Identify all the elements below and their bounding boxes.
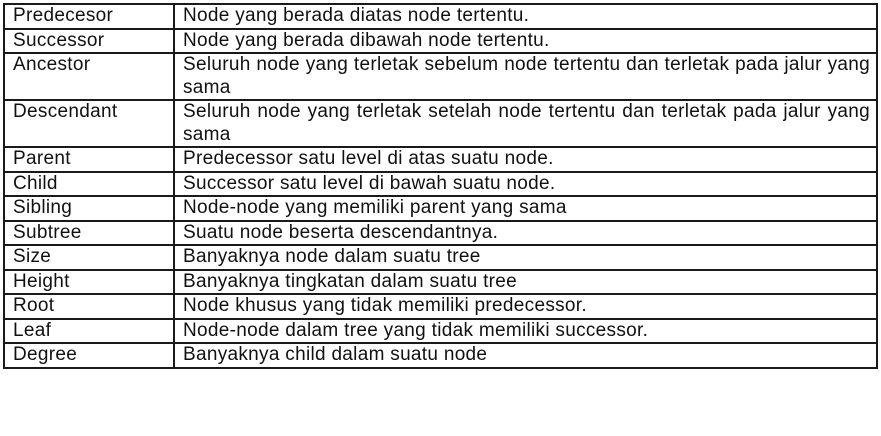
definition-cell: Seluruh node yang terletak setelah node tertentu dan terletak pada jalur yang sama: [174, 100, 877, 147]
table-row: [4, 343, 877, 368]
definition-cell: Banyaknya node dalam suatu tree: [174, 245, 877, 270]
table-row: [4, 294, 877, 319]
table-row: [4, 196, 877, 221]
term-cell: Leaf: [4, 319, 174, 344]
term-cell: Predecesor: [4, 4, 174, 29]
table-row: [4, 29, 877, 54]
definition-cell: Predecessor satu level di atas suatu node.: [174, 147, 877, 172]
term-cell: Parent: [4, 147, 174, 172]
table-row: [4, 270, 877, 295]
term-cell: Root: [4, 294, 174, 319]
term-cell: Child: [4, 172, 174, 197]
table-row: [4, 147, 877, 172]
table-row: [4, 172, 877, 197]
definition-cell: Suatu node beserta descendantnya.: [174, 221, 877, 246]
definition-cell: Node-node dalam tree yang tidak memiliki successor.: [174, 319, 877, 344]
definition-cell: Successor satu level di bawah suatu node.: [174, 172, 877, 197]
term-cell: Sibling: [4, 196, 174, 221]
term-cell: Degree: [4, 343, 174, 368]
term-cell: Successor: [4, 29, 174, 54]
definition-cell: Node-node yang memiliki parent yang sama: [174, 196, 877, 221]
definition-cell: Seluruh node yang terletak sebelum node tertentu dan terletak pada jalur yang sama: [174, 53, 877, 100]
table-row: [4, 245, 877, 270]
definition-cell: Node khusus yang tidak memiliki predecessor.: [174, 294, 877, 319]
term-cell: Ancestor: [4, 53, 174, 100]
term-cell: Descendant: [4, 100, 174, 147]
term-cell: Height: [4, 270, 174, 295]
definition-cell: Banyaknya tingkatan dalam suatu tree: [174, 270, 877, 295]
tree-terminology-table: [3, 3, 878, 369]
table-row: [4, 53, 877, 100]
term-cell: Size: [4, 245, 174, 270]
table-row: [4, 319, 877, 344]
table-row: [4, 221, 877, 246]
definition-cell: Node yang berada diatas node tertentu.: [174, 4, 877, 29]
table-row: [4, 100, 877, 147]
definition-cell: Banyaknya child dalam suatu node: [174, 343, 877, 368]
term-cell: Subtree: [4, 221, 174, 246]
definition-cell: Node yang berada dibawah node tertentu.: [174, 29, 877, 54]
table-row: [4, 4, 877, 29]
